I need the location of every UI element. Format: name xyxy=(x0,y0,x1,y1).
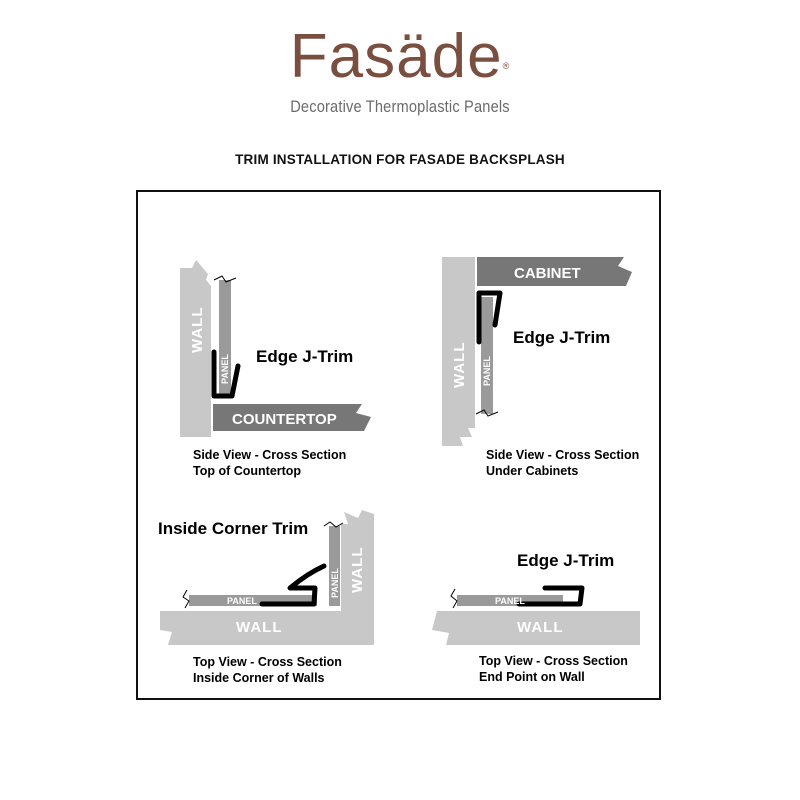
diagram-end-point xyxy=(432,551,640,684)
caption-line-2: End Point on Wall xyxy=(479,670,585,684)
panel-shape xyxy=(481,297,493,414)
brand-name: Fasäde® xyxy=(289,22,511,91)
diagram-under-cabinets xyxy=(442,257,639,478)
break-mark xyxy=(214,276,236,282)
caption-line-1: Top View - Cross Section xyxy=(193,655,342,669)
caption-line-1: Top View - Cross Section xyxy=(479,654,628,668)
caption-line-2: Inside Corner of Walls xyxy=(193,671,325,685)
break-mark xyxy=(451,589,457,608)
panel-label-2: PANEL xyxy=(330,568,340,598)
diagram-inside-corner xyxy=(158,510,374,685)
wall-label-2: WALL xyxy=(349,546,366,593)
diagram-top-of-countertop xyxy=(180,260,371,478)
caption-line-1: Side View - Cross Section xyxy=(486,448,640,462)
caption-line-2: Under Cabinets xyxy=(486,464,579,478)
panel-label: PANEL xyxy=(227,596,257,606)
wall-label: WALL xyxy=(517,619,564,636)
panel-label: PANEL xyxy=(220,354,230,384)
wall-label: WALL xyxy=(236,619,283,636)
trim-label: Edge J-Trim xyxy=(256,347,354,366)
panel-label: PANEL xyxy=(495,596,525,606)
countertop-label: COUNTERTOP xyxy=(232,411,337,428)
panel-label: PANEL xyxy=(482,356,492,386)
trim-label: Inside Corner Trim xyxy=(158,519,309,538)
caption-line-1: Side View - Cross Section xyxy=(193,448,347,462)
registered-mark: ® xyxy=(502,61,511,71)
wall-label: WALL xyxy=(189,306,206,353)
break-mark xyxy=(183,590,189,608)
caption-line-2: Top of Countertop xyxy=(193,464,302,478)
cabinet-label: CABINET xyxy=(514,265,581,282)
brand-tagline: Decorative Thermoplastic Panels xyxy=(290,97,510,116)
trim-label: Edge J-Trim xyxy=(517,551,615,570)
trim-label: Edge J-Trim xyxy=(513,328,611,347)
wall-label: WALL xyxy=(451,341,468,388)
page-title: TRIM INSTALLATION FOR FASADE BACKSPLASH xyxy=(235,152,565,167)
